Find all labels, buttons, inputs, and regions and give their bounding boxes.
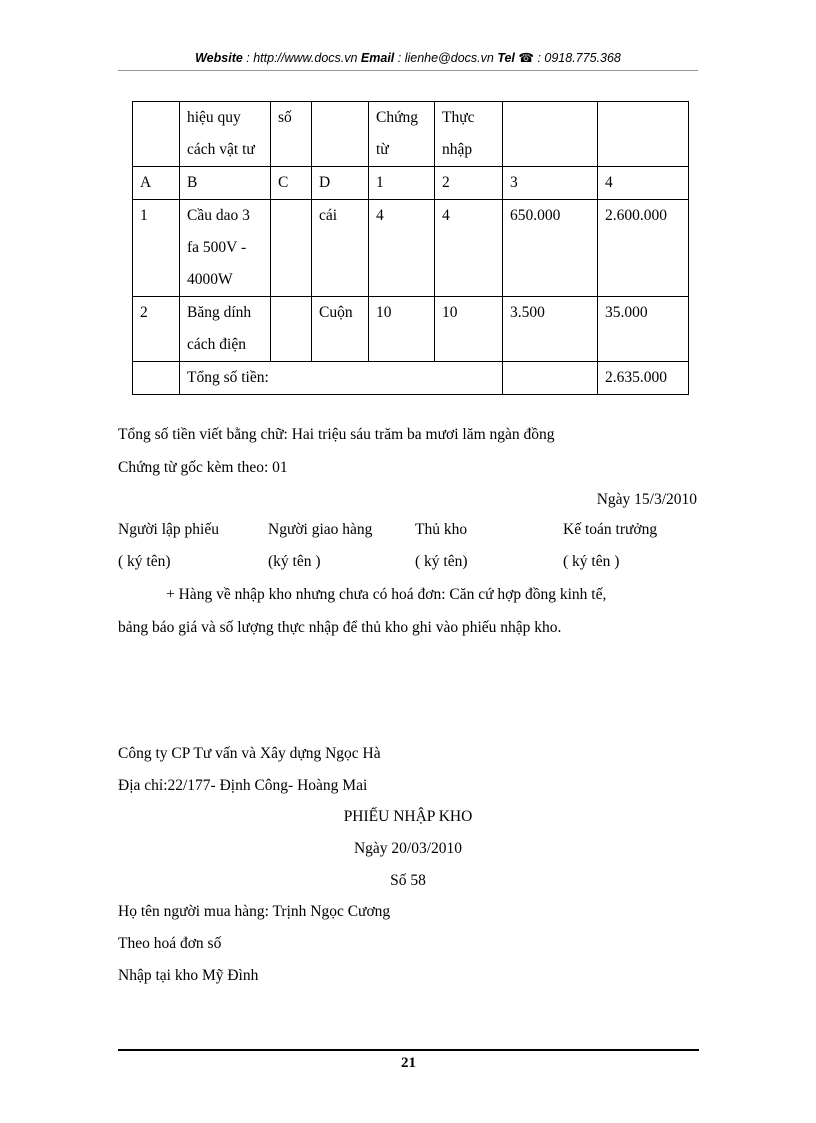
table-cell: Chứng từ	[369, 102, 435, 167]
table-cell: 1	[369, 167, 435, 200]
table-cell: A	[133, 167, 180, 200]
table-cell: D	[312, 167, 369, 200]
email-label: Email	[360, 51, 395, 65]
table-cell	[133, 102, 180, 167]
goods-table	[132, 101, 689, 395]
signature-title: Kế toán trưởng	[563, 521, 658, 538]
phone-icon: ☎	[518, 51, 534, 65]
paragraph-line: bảng báo giá và số lượng thực nhập để thủ kho ghi vào phiếu nhập kho.	[118, 619, 562, 636]
signature-title: Người giao hàng	[268, 521, 373, 538]
table-cell: Băng dính cách điện	[180, 297, 271, 362]
warehouse: Nhập tại kho Mỹ Đình	[118, 967, 259, 984]
table-cell: 2.600.000	[598, 200, 689, 297]
table-cell: số	[271, 102, 312, 167]
table-cell: 3	[503, 167, 598, 200]
email-value: : lienhe@docs.vn	[394, 51, 498, 65]
table-cell: 650.000	[503, 200, 598, 297]
table-cell	[312, 102, 369, 167]
signature-note: ( ký tên )	[563, 553, 620, 570]
table-cell	[271, 200, 312, 297]
table-cell: 10	[369, 297, 435, 362]
table-row	[133, 297, 689, 362]
signature-note: ( ký tên)	[118, 553, 171, 570]
table-total-row	[133, 362, 689, 395]
table-cell: cái	[312, 200, 369, 297]
header-divider	[118, 70, 698, 71]
page-header	[118, 50, 698, 65]
sign-date: Ngày 15/3/2010	[596, 491, 697, 508]
buyer-name: Họ tên người mua hàng: Trịnh Ngọc Cương	[118, 903, 391, 920]
table-cell	[271, 297, 312, 362]
signature-title: Người lập phiếu	[118, 521, 219, 538]
table-cell	[133, 362, 180, 395]
table-cell: B	[180, 167, 271, 200]
invoice-number: Theo hoá đơn số	[118, 935, 222, 952]
amount-in-words: Tổng số tiền viết bằng chữ: Hai triệu sáu trăm ba mươi lăm ngàn đồng	[118, 426, 555, 443]
company-name: Công ty CP Tư vấn và Xây dựng Ngọc Hà	[118, 745, 381, 762]
signature-note: (ký tên )	[268, 553, 321, 570]
table-cell: 2	[133, 297, 180, 362]
table-header-row	[133, 102, 689, 167]
table-cell	[598, 102, 689, 167]
page-number: 21	[401, 1055, 416, 1071]
table-cell: 4	[369, 200, 435, 297]
table-cell: 35.000	[598, 297, 689, 362]
table-cell: Cuộn	[312, 297, 369, 362]
table-cell: 2	[435, 167, 503, 200]
table-cell: 4	[598, 167, 689, 200]
table-cell: 3.500	[503, 297, 598, 362]
website-value: : http://www.docs.vn	[242, 51, 361, 65]
footer-divider	[118, 1049, 699, 1051]
table-cell: Cầu dao 3 fa 500V - 4000W	[180, 200, 271, 297]
table-cell	[503, 102, 598, 167]
signature-note: ( ký tên)	[415, 553, 468, 570]
tel-label: Tel	[497, 51, 515, 65]
table-cell	[503, 362, 598, 395]
table-cell: C	[271, 167, 312, 200]
document-date: Ngày 20/03/2010	[353, 840, 463, 857]
table-cell: 10	[435, 297, 503, 362]
website-label: Website	[195, 51, 243, 65]
document-number: Số 58	[390, 872, 426, 889]
table-code-row	[133, 167, 689, 200]
signature-title: Thủ kho	[415, 521, 468, 538]
table-row	[133, 200, 689, 297]
document-title: PHIẾU NHẬP KHO	[343, 808, 473, 825]
tel-value: : 0918.775.368	[533, 51, 621, 65]
attached-docs: Chứng từ gốc kèm theo: 01	[118, 459, 288, 476]
table-cell: Thực nhập	[435, 102, 503, 167]
table-cell: 4	[435, 200, 503, 297]
paragraph-line: + Hàng về nhập kho nhưng chưa có hoá đơn: Căn cứ hợp đồng kinh tế,	[166, 586, 607, 603]
table-cell: hiệu quy cách vật tư	[180, 102, 271, 167]
table-cell: 1	[133, 200, 180, 297]
company-address: Địa chỉ:22/177- Định Công- Hoàng Mai	[118, 777, 368, 794]
total-label: Tổng số tiền:	[180, 362, 503, 395]
total-value: 2.635.000	[598, 362, 689, 395]
